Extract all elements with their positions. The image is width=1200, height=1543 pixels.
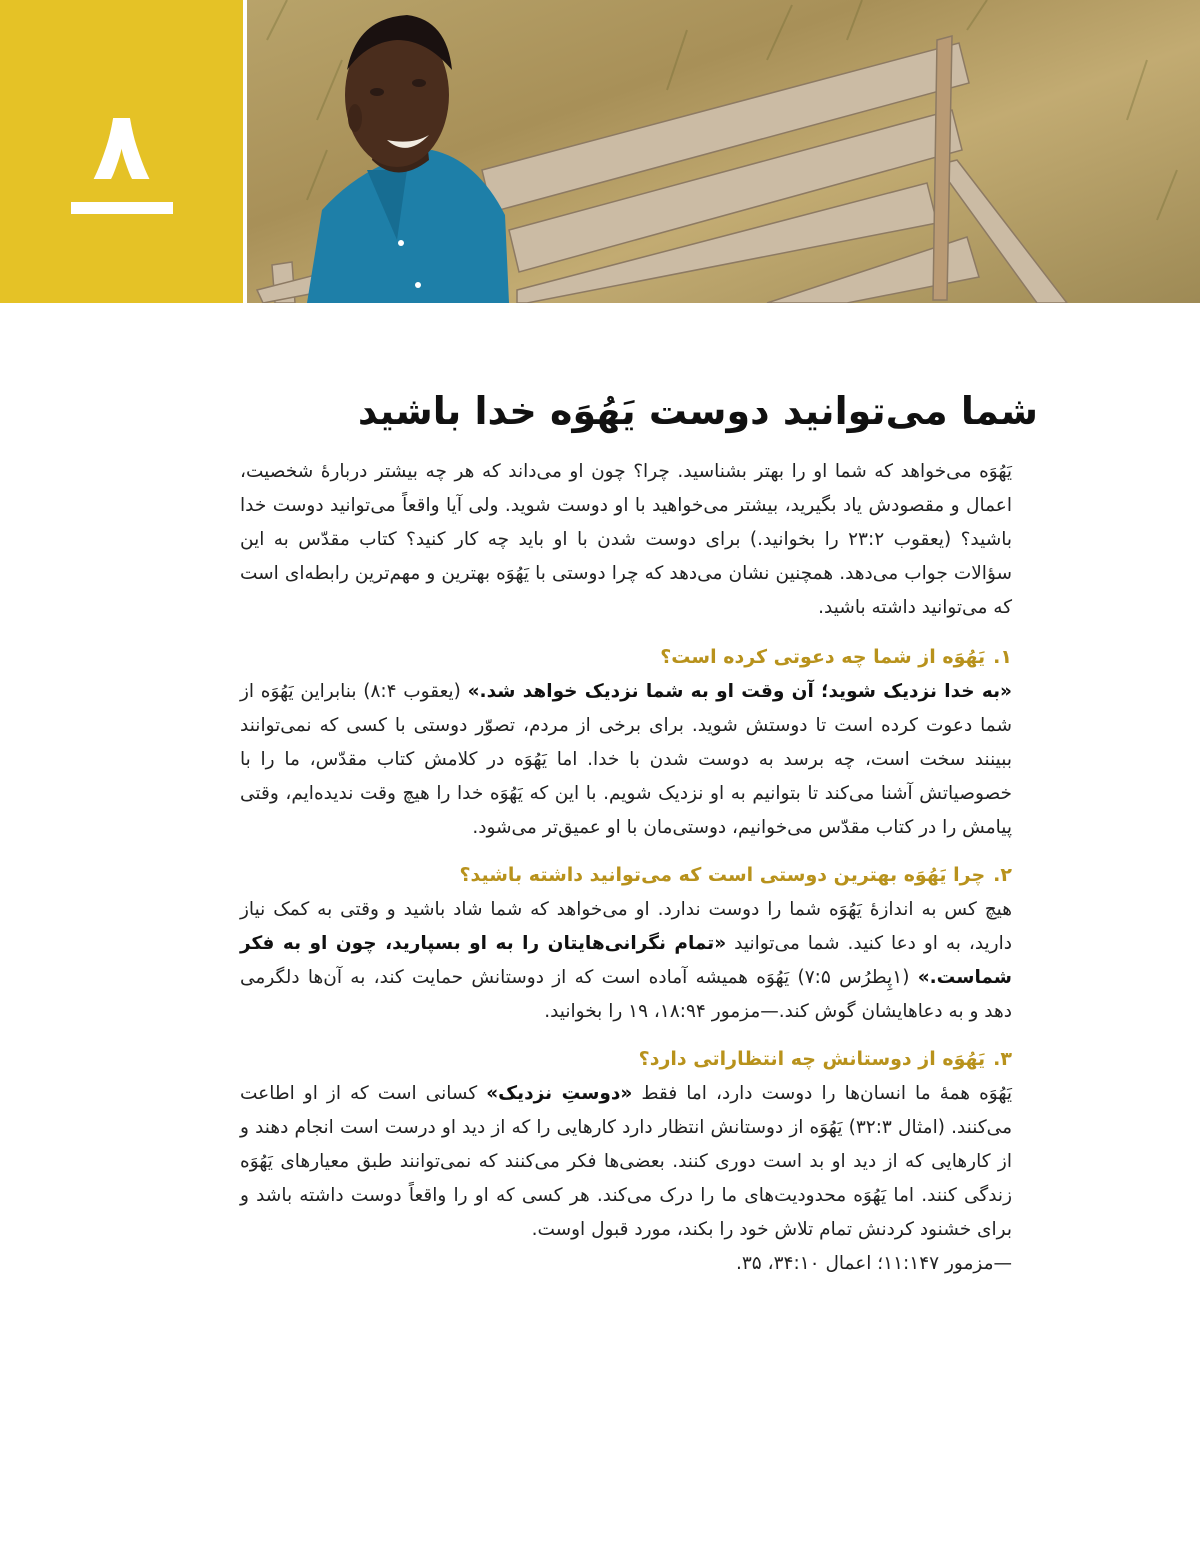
person <box>307 15 509 303</box>
section-1 <box>240 639 1012 845</box>
photo-illustration <box>247 0 1200 303</box>
section-text: (یعقوب ۸:۴) بنابراین یَهُوَه از شما دعوت کرده است تا دوستش شوید. برای برخی از مردم، تصوّر دوستی با کسی که نمی‌توانند ببینند سخت است، چه برسد به دوست شدن با خدا. اما یَهُوَه در کلامش کتاب مقدّس، ما را با خصوصیاتش آشنا می‌کند تا بتوانیم به او نزدیک شویم. با این که یَهُوَه خدا را هیچ وقت ندیده‌ایم، وقتی پیامش را در کتاب مقدّس می‌خوانیم، دوستی‌مان با او عمیق‌تر می‌شود. <box>240 681 1012 838</box>
chapter-number-box <box>0 0 243 303</box>
section-3 <box>240 1041 1012 1281</box>
section-text: یَهُوَه همهٔ ما انسان‌ها را دوست دارد، اما فقط <box>632 1083 1013 1104</box>
page-title: شما می‌توانید دوست یَهُوَه خدا باشید <box>357 389 1038 434</box>
section-text: کسانی است که از او اطاعت می‌کنند. (امثال ۳۲:۳) یَهُوَه از دوستانش انتظار دارد کارهایی را که از دید او درست است انجام دهند و از کارهایی که از دید او بد است دوری کنند. بعضی‌ها فکر می‌کنند که نمی‌توانند طبق معیارهای یَهُوَه زندگی کنند. اما یَهُوَه محدودیت‌های ما را درک می‌کند. هر کسی که او را واقعاً دوست داشته باشد و برای خشنود کردنش تمام تلاش خود را بکند، مورد قبول اوست. <box>240 1083 1012 1240</box>
section-heading-text: یَهُوَه از دوستانش چه انتظاراتی دارد؟ <box>638 1048 986 1070</box>
scripture-quote: «دوستِ نزدیک» <box>486 1083 633 1104</box>
section-heading <box>240 857 1012 893</box>
intro-paragraph: یَهُوَه می‌خواهد که شما او را بهتر بشناسید. چرا؟ چون او می‌داند که هر چه بیشتر دربارهٔ شخصیت، اعمال و مقصودش یاد بگیرید، بیشتر می‌خواهید با او دوست شوید. ولی آیا واقعاً می‌توانید دوست خدا باشید؟ (یعقوب ۲۳:۲ را بخوانید.) برای دوست شدن با او باید چه کار کنید؟ کتاب مقدّس به این سؤالات جواب می‌دهد. همچنین نشان می‌دهد که چرا دوستی با یَهُوَه بهترین و مهم‌ترین رابطه‌ای است که می‌توانید داشته باشید. <box>240 461 1012 618</box>
section-text: هیچ کس به اندازهٔ یَهُوَه شما را دوست ندارد. او می‌خواهد که شما شاد باشید و وقتی به کمک نیاز دارید، به او دعا کنید. شما می‌توانید <box>240 899 1012 954</box>
scripture-quote: «تمام نگرانی‌هایتان را به او بسپارید، چون او به فکر شماست.» <box>240 933 1012 988</box>
scripture-quote: «به خدا نزدیک شوید؛ آن وقت او به شما نزدیک خواهد شد.» <box>467 681 1013 702</box>
section-number: ۲. <box>993 864 1012 886</box>
section-number: ۱. <box>993 646 1012 668</box>
section-paragraph <box>240 893 1012 1029</box>
section-number: ۳. <box>993 1048 1012 1070</box>
section-paragraph <box>240 1077 1012 1247</box>
header-banner <box>0 0 1200 303</box>
chapter-number: ۸ <box>92 90 151 202</box>
section-heading <box>240 639 1012 675</box>
section-heading-text: یَهُوَه از شما چه دعوتی کرده است؟ <box>660 646 986 668</box>
section-heading <box>240 1041 1012 1077</box>
section-text: (۱پِطرُس ۷:۵) یَهُوَه همیشه آماده است که از دوستانش حمایت کند، به آن‌ها دلگرمی دهد و به دعاهایشان گوش کند.—مزمور ۱۸:۹۴، ۱۹ را بخوانید. <box>240 967 1012 1022</box>
section-heading-text: چرا یَهُوَه بهترین دوستی است که می‌توانید داشته باشید؟ <box>459 864 986 886</box>
scripture-reference: —مزمور ۱۱:۱۴۷؛ اعمال ۳۴:۱۰، ۳۵. <box>735 1253 1012 1274</box>
header-photo <box>247 0 1200 303</box>
article-body <box>240 455 1012 1293</box>
section-2 <box>240 857 1012 1029</box>
chapter-number-underline <box>71 202 173 214</box>
section-paragraph <box>240 675 1012 845</box>
